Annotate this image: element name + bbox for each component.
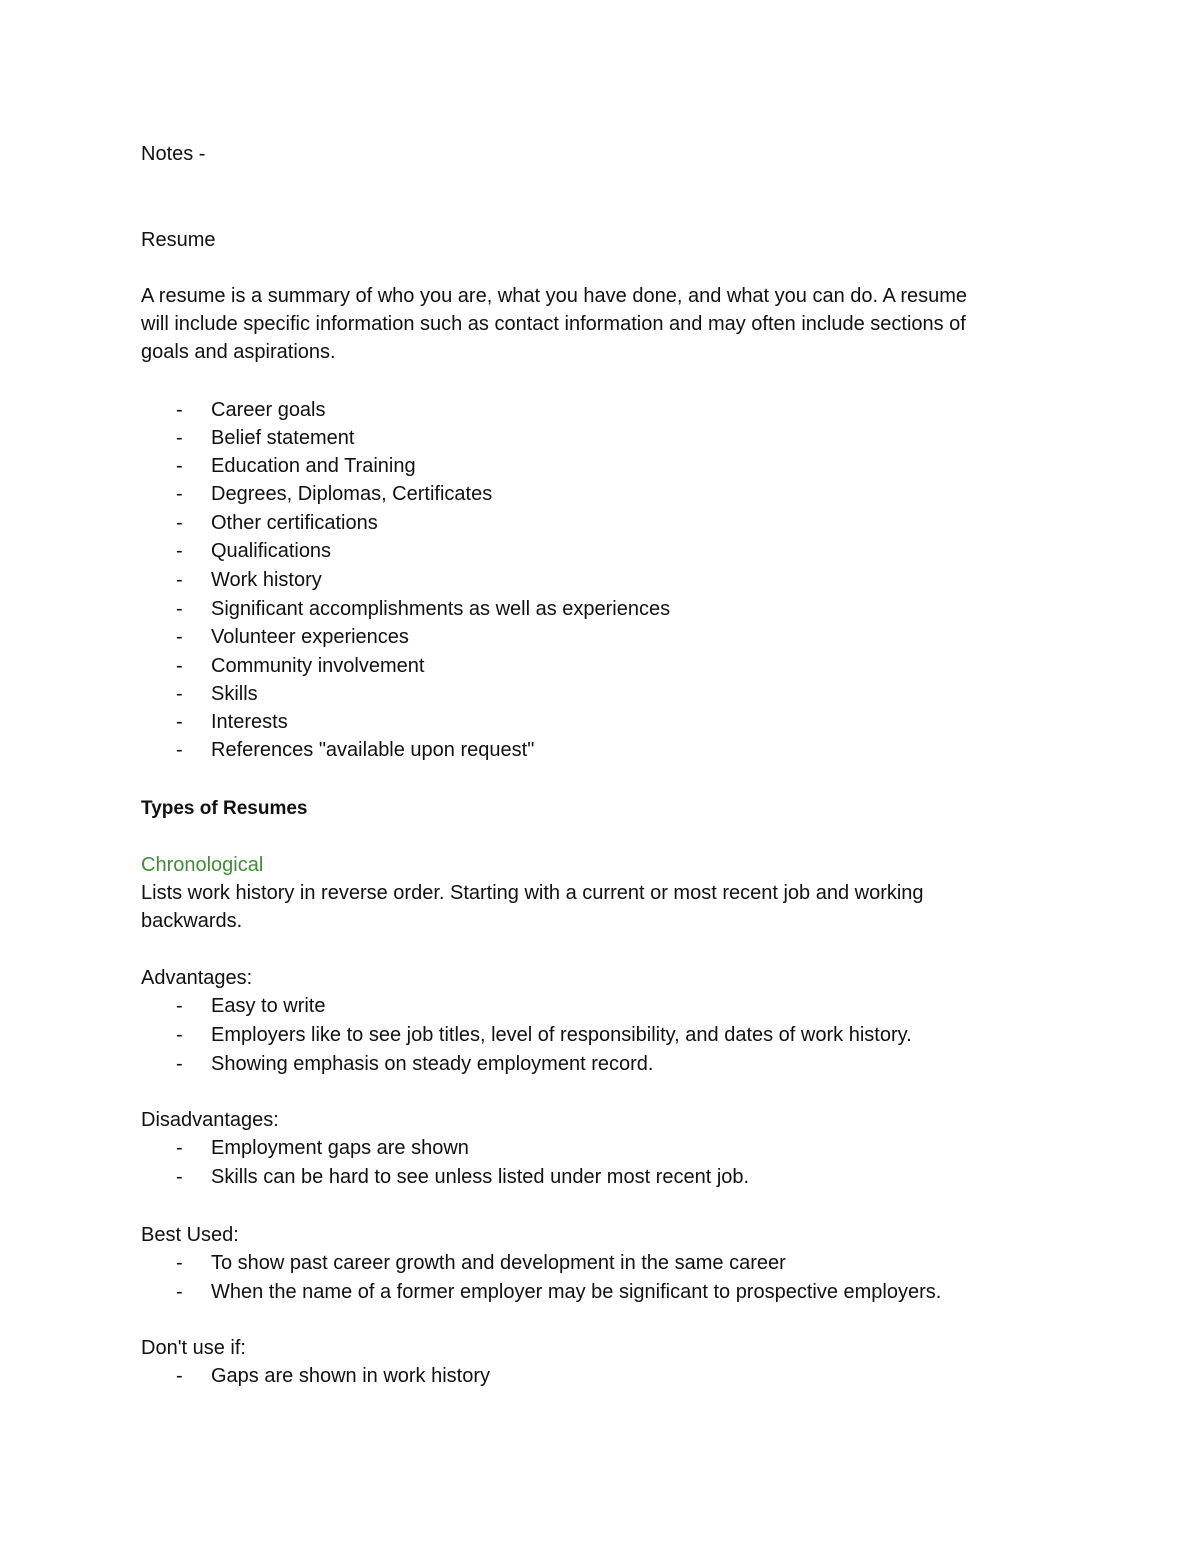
list-bullet: -: [176, 1053, 183, 1075]
list-bullet: -: [176, 483, 183, 505]
list-item: Skills: [211, 683, 258, 705]
list-item: Significant accomplishments as well as experiences: [211, 598, 671, 620]
disadvantages-label: Disadvantages:: [141, 1109, 279, 1131]
disadvantage-item: Employment gaps are shown: [211, 1137, 469, 1159]
list-bullet: -: [176, 399, 183, 421]
dont-use-label: Don't use if:: [141, 1337, 246, 1359]
types-heading: Types of Resumes: [141, 798, 308, 819]
list-bullet: -: [176, 995, 183, 1017]
list-bullet: -: [176, 1137, 183, 1159]
notes-heading: Notes -: [141, 143, 206, 165]
list-item: Interests: [211, 711, 288, 733]
list-bullet: -: [176, 1252, 183, 1274]
list-bullet: -: [176, 683, 183, 705]
list-item: References "available upon request": [211, 739, 535, 761]
list-item: Degrees, Diplomas, Certificates: [211, 483, 493, 505]
list-item: Volunteer experiences: [211, 626, 409, 648]
intro-paragraph-line: A resume is a summary of who you are, what you have done, and what you can do. A resume: [141, 285, 968, 307]
list-bullet: -: [176, 598, 183, 620]
list-item: Community involvement: [211, 655, 425, 677]
advantages-label: Advantages:: [141, 967, 253, 989]
advantage-item: Showing emphasis on steady employment record.: [211, 1053, 654, 1075]
intro-paragraph-line: goals and aspirations.: [141, 341, 336, 363]
resume-heading: Resume: [141, 229, 216, 251]
advantage-item: Easy to write: [211, 995, 326, 1017]
advantage-item: Employers like to see job titles, level of responsibility, and dates of work history.: [211, 1024, 912, 1046]
list-bullet: -: [176, 626, 183, 648]
list-bullet: -: [176, 655, 183, 677]
best-used-item: To show past career growth and development in the same career: [211, 1252, 786, 1274]
best-used-item: When the name of a former employer may be significant to prospective employers.: [211, 1281, 942, 1303]
list-bullet: -: [176, 711, 183, 733]
chronological-heading: Chronological: [141, 854, 264, 876]
list-item: Belief statement: [211, 427, 355, 449]
best-used-label: Best Used:: [141, 1224, 239, 1246]
list-item: Qualifications: [211, 540, 332, 562]
list-item: Other certifications: [211, 512, 378, 534]
list-item: Education and Training: [211, 455, 416, 477]
list-bullet: -: [176, 739, 183, 761]
list-bullet: -: [176, 427, 183, 449]
list-bullet: -: [176, 1365, 183, 1387]
disadvantage-item: Skills can be hard to see unless listed under most recent job.: [211, 1166, 750, 1188]
list-bullet: -: [176, 512, 183, 534]
chronological-description-line: Lists work history in reverse order. Starting with a current or most recent job and working: [141, 882, 924, 904]
chronological-description-line: backwards.: [141, 910, 243, 932]
list-bullet: -: [176, 540, 183, 562]
list-bullet: -: [176, 1281, 183, 1303]
list-item: Work history: [211, 569, 322, 591]
dont-use-item: Gaps are shown in work history: [211, 1365, 491, 1387]
list-item: Career goals: [211, 399, 326, 421]
list-bullet: -: [176, 569, 183, 591]
list-bullet: -: [176, 1166, 183, 1188]
list-bullet: -: [176, 1024, 183, 1046]
intro-paragraph-line: will include specific information such as contact information and may often include sections of: [141, 313, 966, 335]
list-bullet: -: [176, 455, 183, 477]
